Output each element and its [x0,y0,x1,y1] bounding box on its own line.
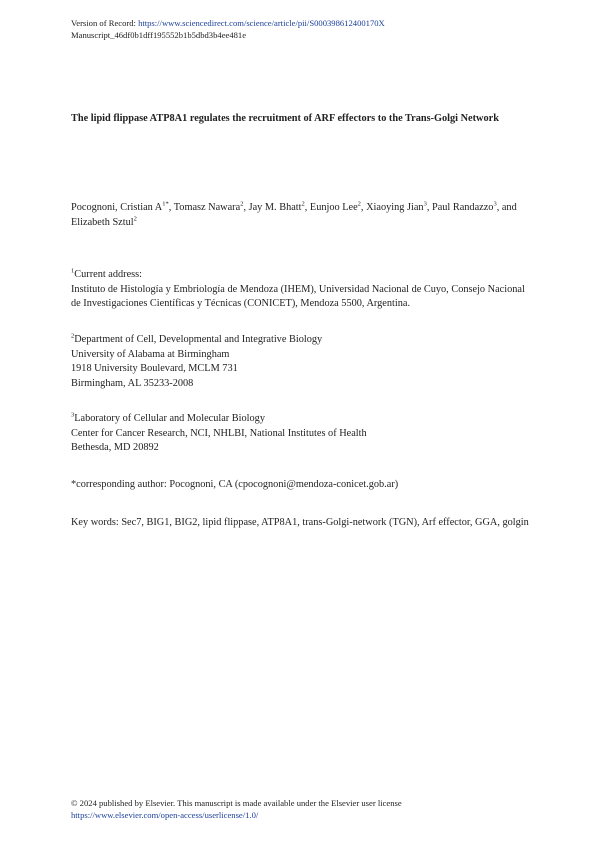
author-1: Pocognoni, Cristian $A^{1*}$, [71,200,174,213]
affiliation-line: Current address: [74,269,143,280]
author-3: Jay M. Bhatt$^2$, [248,200,310,213]
affiliation-line: Birmingham, AL 35233-2008 [71,377,194,389]
version-of-record-link[interactable]: https://www.sciencedirect.com/science/article/pii/S000398612400170X [138,18,385,28]
affiliation-line: Instituto de Histología y Embriología de Mendoza (IHEM), Universidad Nacional de Cuyo, Consejo Nacional de Investigaciones Científicas y Técnicas (CONICET), Mendoza 5500, Argentina. [71,283,525,310]
manuscript-id: Manuscript_46df0b1dff195552b1b5dbd3b4ee481e [71,29,247,40]
paper-title: The lipid flippase ATP8A1 regulates the recruitment of ARF effectors to the Trans-Golgi Network [71,113,499,124]
manuscript-header [71,18,385,41]
affiliation-1 [71,268,533,312]
affiliation-marker: 2 [71,332,75,340]
affiliation-marker: 1 [71,267,75,275]
author-7: Elizabeth Sztul$^2$ [71,215,137,228]
license-link[interactable]: https://www.elsevier.com/open-access/userlicense/1.0/ [71,809,259,820]
affiliation-line: 1918 University Boulevard, MCLM 731 [71,363,238,375]
affiliation-line: Laboratory of Cellular and Molecular Biology [74,413,265,424]
license-text: © 2024 published by Elsevier. This manuscript is made available under the Elsevier user license [71,798,402,808]
affiliation-line: Center for Cancer Research, NCI, NHLBI, National Institutes of Health [71,427,367,439]
affiliation-3 [71,412,533,456]
author-2: Tomasz Nawara$^2$, [173,200,249,213]
author-5: Xiaoying Jian$^3$, [366,200,432,213]
affiliation-2 [71,333,533,391]
affiliation-line: University of Alabama at Birmingham [71,348,230,360]
author-6: Paul Randazzo$^3$, and [431,200,517,213]
version-of-record-line [71,18,385,30]
author-4: Eunjoo Lee$^2$, [309,200,367,213]
affiliation-marker: 3 [71,411,75,419]
corresponding-author: *corresponding author: Pocognoni, CA (cpocognoni@mendoza-conicet.gob.ar) [71,479,399,490]
version-label: Version of Record: [71,18,139,28]
keywords: Key words: Sec7, BIG1, BIG2, lipid flippase, ATP8A1, trans-Golgi-network (TGN), Arf effector, GGA, golgin [71,517,529,528]
license-footer [71,798,402,821]
author-list [71,201,533,230]
affiliation-line: Department of Cell, Developmental and Integrative Biology [74,334,323,345]
affiliation-line: Bethesda, MD 20892 [71,442,159,454]
